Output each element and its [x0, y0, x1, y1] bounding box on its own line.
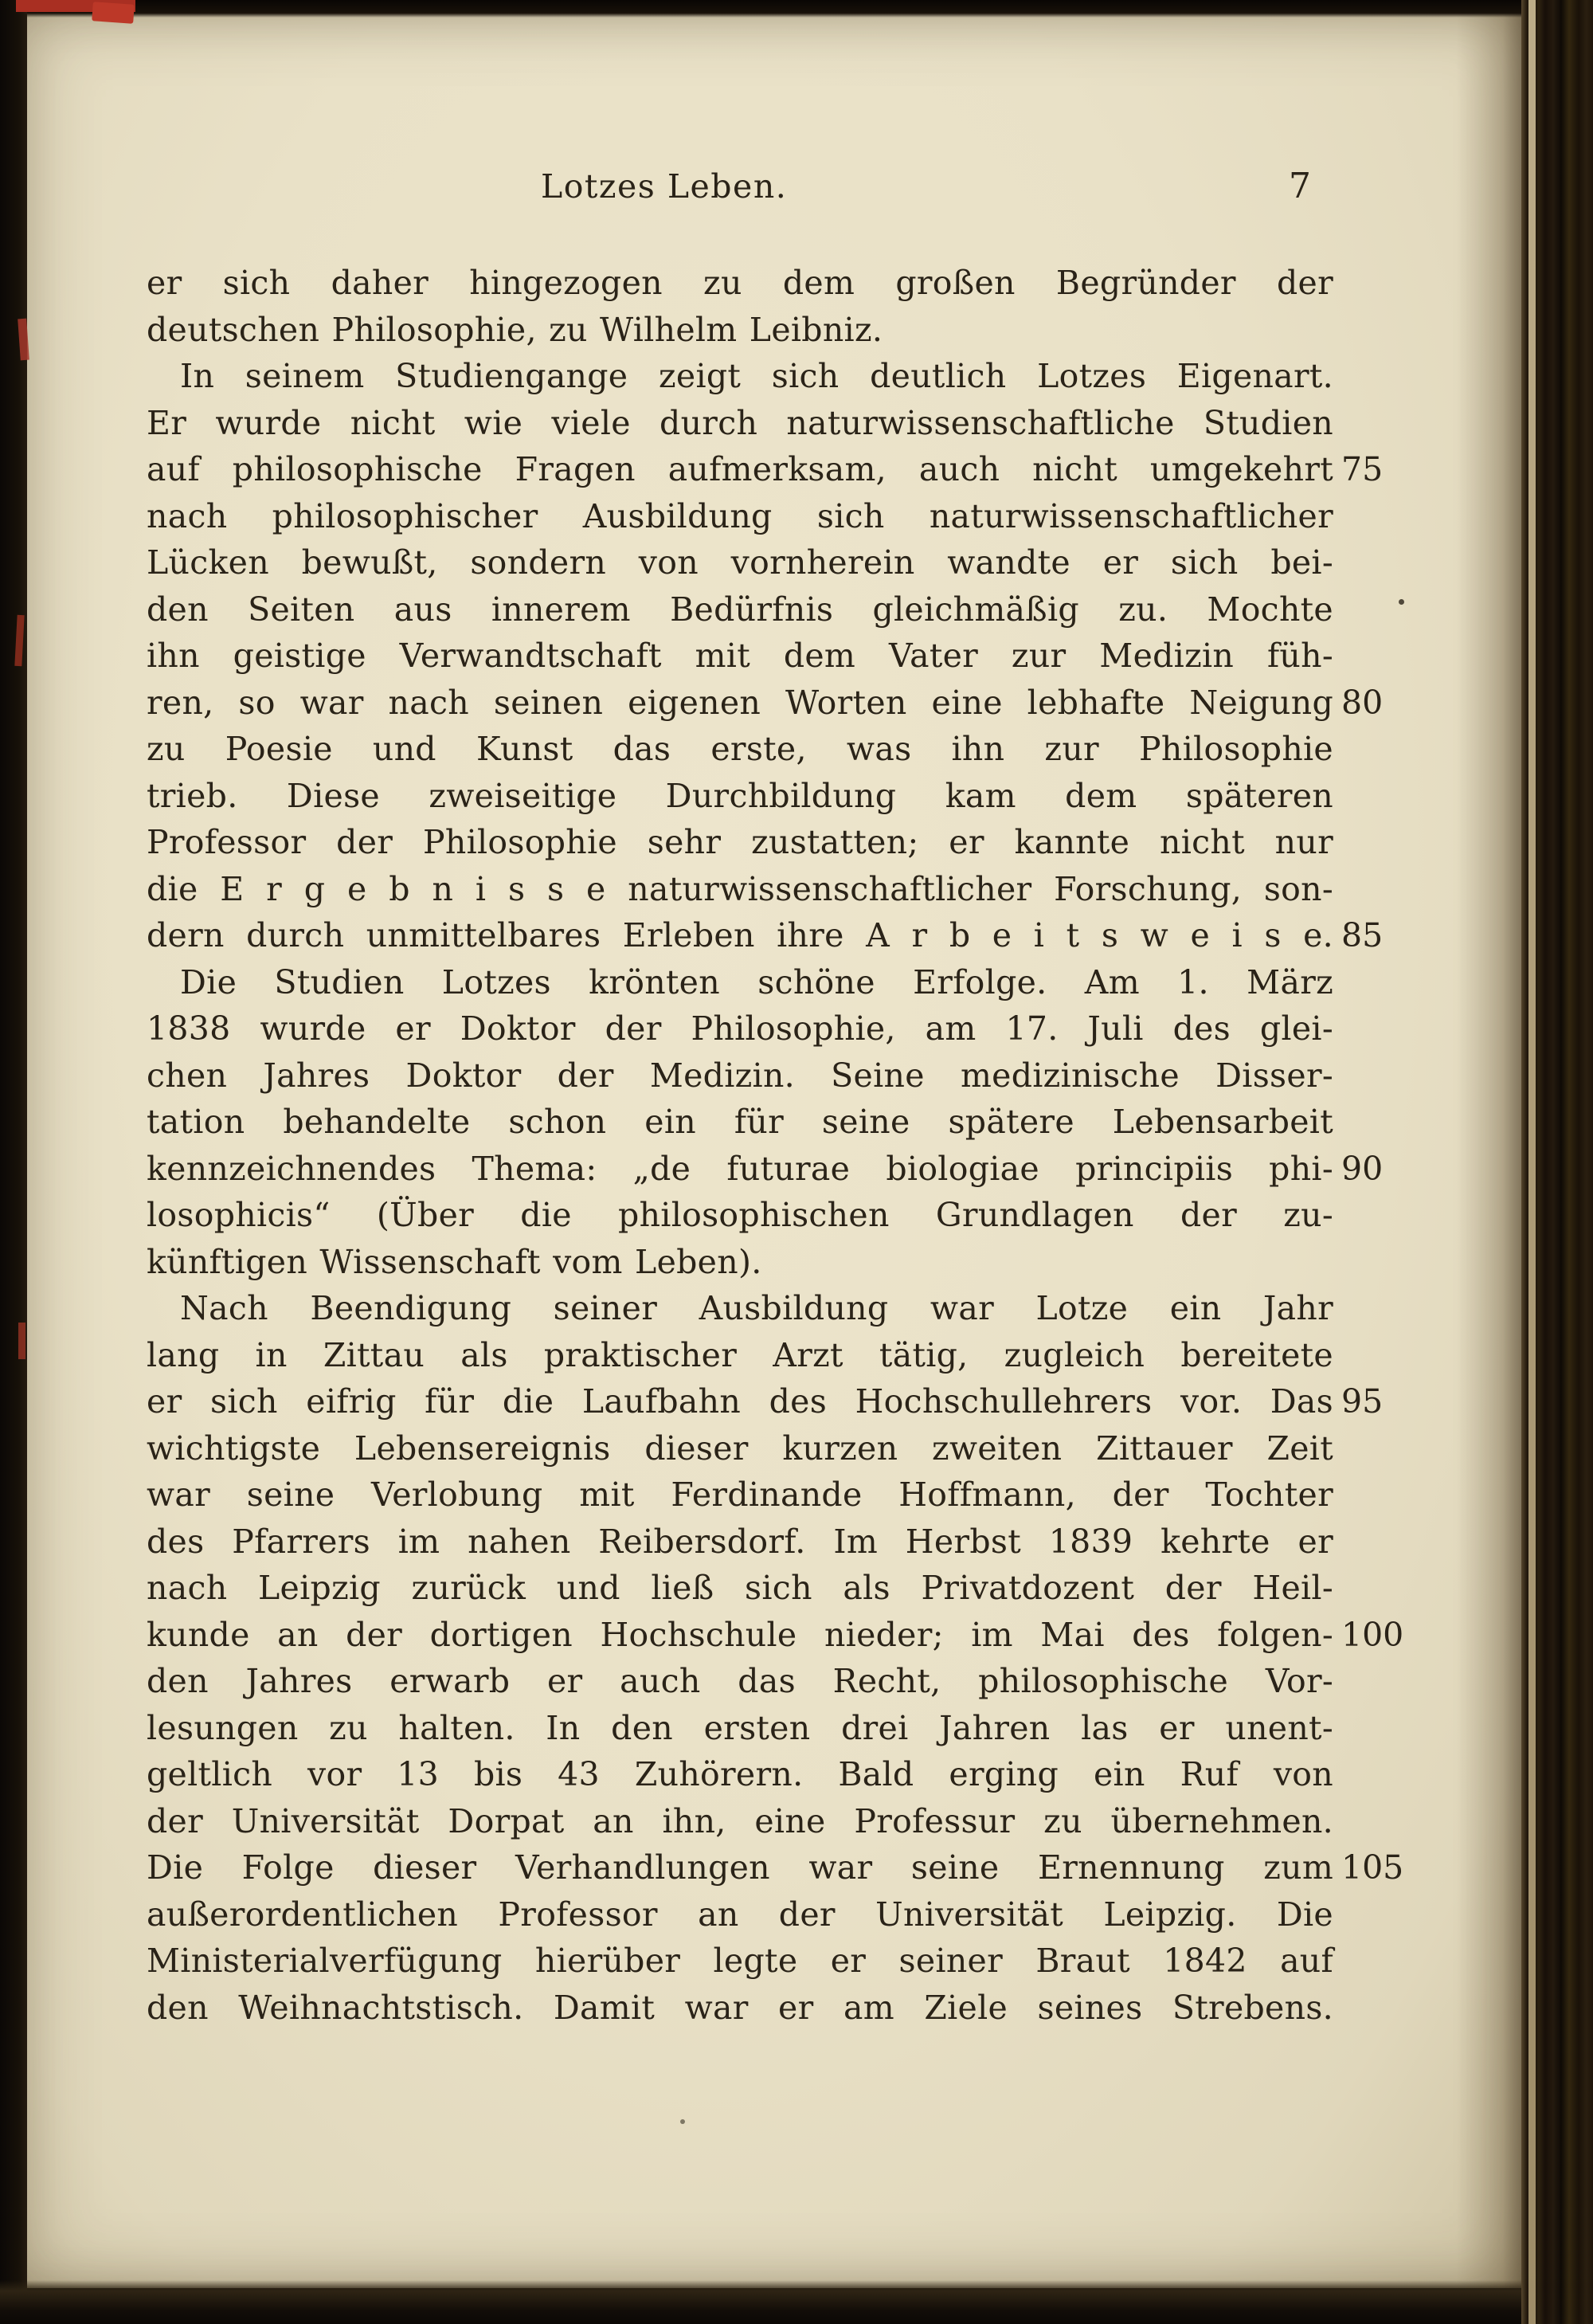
text-line	[147, 680, 1384, 727]
running-title: Lotzes Leben.	[540, 167, 788, 206]
top-edge-shadow	[0, 0, 1593, 18]
line-text: Lücken bewußt, sondern von vornherein wandte er sich bei-	[147, 543, 1333, 582]
text-line	[147, 1099, 1333, 1146]
text-line	[147, 1565, 1333, 1612]
text-line	[147, 1285, 1333, 1332]
ink-speck	[680, 2119, 685, 2124]
text-line	[147, 1192, 1333, 1239]
margin-line-number: 80	[1341, 683, 1384, 722]
line-text: deutschen Philosophie, zu Wilhelm Leibniz.	[147, 310, 883, 349]
text-line	[147, 1332, 1333, 1379]
line-text: ihn geistige Verwandtschaft mit dem Vater zur Medizin füh-	[147, 637, 1333, 675]
line-text: den Weihnachtstisch. Damit war er am Ziele seines Strebens.	[147, 1988, 1333, 2027]
text-block	[147, 260, 1404, 2031]
line-text: war seine Verlobung mit Ferdinande Hoffmann, der Tochter	[147, 1476, 1333, 1514]
line-text: Die Studien Lotzes krönten schöne Erfolge. Am 1. März	[180, 962, 1333, 1001]
paper	[27, 11, 1528, 2288]
line-text: den Jahres erwarb er auch das Recht, philosophische Vor-	[147, 1662, 1333, 1700]
ink-speck	[1399, 599, 1404, 605]
text-line	[147, 586, 1333, 633]
text-line	[147, 633, 1333, 680]
text-line	[147, 1891, 1333, 1938]
line-text: des Pfarrers im nahen Reibersdorf. Im Herbst 1839 kehrte er	[147, 1522, 1333, 1561]
line-text: geltlich vor 13 bis 43 Zuhörern. Bald erging ein Ruf von	[147, 1755, 1333, 1793]
text-line	[147, 1146, 1384, 1193]
text-line	[147, 1005, 1333, 1052]
text-line	[147, 1519, 1333, 1566]
line-text: kunde an der dortigen Hochschule nieder; im Mai des folgen-	[147, 1615, 1333, 1654]
text-line	[147, 1938, 1333, 1985]
line-text: zu Poesie und Kunst das erste, was ihn zur Philosophie	[147, 730, 1333, 768]
line-text: Nach Beendigung seiner Ausbildung war Lotze ein Jahr	[180, 1289, 1333, 1327]
text-line	[147, 307, 1333, 354]
line-text: der Universität Dorpat an ihn, eine Professur zu übernehmen.	[147, 1801, 1333, 1840]
line-text: auf philosophische Fragen aufmerksam, auch nicht umgekehrt	[147, 450, 1333, 488]
line-text: Ministerialverfügung hierüber legte er seiner Braut 1842 auf	[147, 1942, 1333, 1980]
margin-line-number: 90	[1341, 1149, 1384, 1188]
text-line	[147, 959, 1333, 1006]
text-line	[147, 1985, 1333, 2032]
page-number: 7	[1289, 166, 1311, 206]
text-line	[147, 1425, 1333, 1472]
line-text: außerordentlichen Professor an der Universität Leipzig. Die	[147, 1895, 1333, 1934]
text-line	[147, 493, 1333, 540]
line-text: 1838 wurde er Doktor der Philosophie, am 17. Juli des glei-	[147, 1009, 1333, 1048]
line-text: kennzeichnendes Thema: „de futurae biologiae principiis phi-	[147, 1149, 1333, 1188]
margin-line-number: 75	[1341, 450, 1384, 488]
red-mark	[18, 1323, 25, 1359]
line-text: wichtigste Lebensereignis dieser kurzen zweiten Zittauer Zeit	[147, 1428, 1333, 1468]
margin-line-number: 100	[1341, 1615, 1404, 1654]
text-line	[147, 1472, 1333, 1519]
line-text: nach Leipzig zurück und ließ sich als Privatdozent der Heil-	[147, 1569, 1333, 1607]
text-line	[147, 353, 1333, 400]
line-text: den Seiten aus innerem Bedürfnis gleichmäßig zu. Mochte	[147, 590, 1333, 629]
line-text: tation behandelte schon ein für seine spätere Lebensarbeit	[147, 1103, 1333, 1141]
line-text: In seinem Studiengange zeigt sich deutlich Lotzes Eigenart.	[180, 357, 1333, 395]
margin-line-number: 85	[1341, 916, 1384, 954]
text-line	[147, 912, 1384, 959]
text-line	[147, 773, 1333, 820]
line-text: lang in Zittau als praktischer Arzt tätig, zugleich bereitete	[147, 1335, 1333, 1374]
line-text: Er wurde nicht wie viele durch naturwissenschaftliche Studien	[147, 403, 1333, 442]
text-line	[147, 1751, 1333, 1798]
text-line	[147, 1052, 1333, 1099]
margin-line-number: 95	[1341, 1382, 1384, 1421]
line-text: Die Folge dieser Verhandlungen war seine Ernennung zum	[147, 1848, 1333, 1887]
line-text: Professor der Philosophie sehr zustatten; er kannte nicht nur	[147, 823, 1333, 861]
line-text: ren, so war nach seinen eigenen Worten eine lebhafte Neigung	[147, 683, 1333, 722]
line-text: chen Jahres Doktor der Medizin. Seine medizinische Disser-	[147, 1056, 1333, 1095]
line-text: die E r g e b n i s s e naturwissenschaftlicher Forschung, son-	[147, 869, 1333, 908]
text-line	[147, 260, 1333, 307]
text-line	[147, 819, 1333, 866]
text-line	[147, 1844, 1404, 1891]
line-text: nach philosophischer Ausbildung sich naturwissenschaftlicher	[147, 496, 1333, 535]
line-text: dern durch unmittelbares Erleben ihre A r b e i t s w e i s e.	[147, 916, 1333, 954]
text-line	[147, 400, 1333, 447]
text-line	[147, 1612, 1404, 1659]
bottom-edge-shadow	[0, 2280, 1593, 2324]
text-line	[147, 1658, 1333, 1705]
book-spine-edge	[1521, 0, 1593, 2324]
line-text: künftigen Wissenschaft vom Leben).	[147, 1242, 762, 1281]
line-text: losophicis“ (Über die philosophischen Grundlagen der zu-	[147, 1196, 1333, 1234]
text-line	[147, 1705, 1333, 1752]
text-line	[147, 1378, 1384, 1425]
text-line	[147, 446, 1384, 493]
line-text: lesungen zu halten. In den ersten drei Jahren las er unent-	[147, 1708, 1333, 1747]
margin-line-number: 105	[1341, 1848, 1404, 1887]
text-line	[147, 866, 1333, 913]
text-line	[147, 1798, 1333, 1845]
text-line	[147, 1239, 1333, 1286]
line-text: trieb. Diese zweiseitige Durchbildung kam dem späteren	[147, 776, 1333, 815]
line-text: er sich daher hingezogen zu dem großen Begründer der	[147, 264, 1333, 302]
gutter-shadow	[1456, 11, 1528, 2288]
line-text: er sich eifrig für die Laufbahn des Hochschullehrers vor. Das	[147, 1382, 1333, 1421]
text-line	[147, 539, 1333, 586]
page-edge-highlight	[1528, 0, 1536, 2324]
text-line	[147, 726, 1333, 773]
page-header	[147, 167, 1333, 217]
red-mark	[92, 2, 135, 24]
